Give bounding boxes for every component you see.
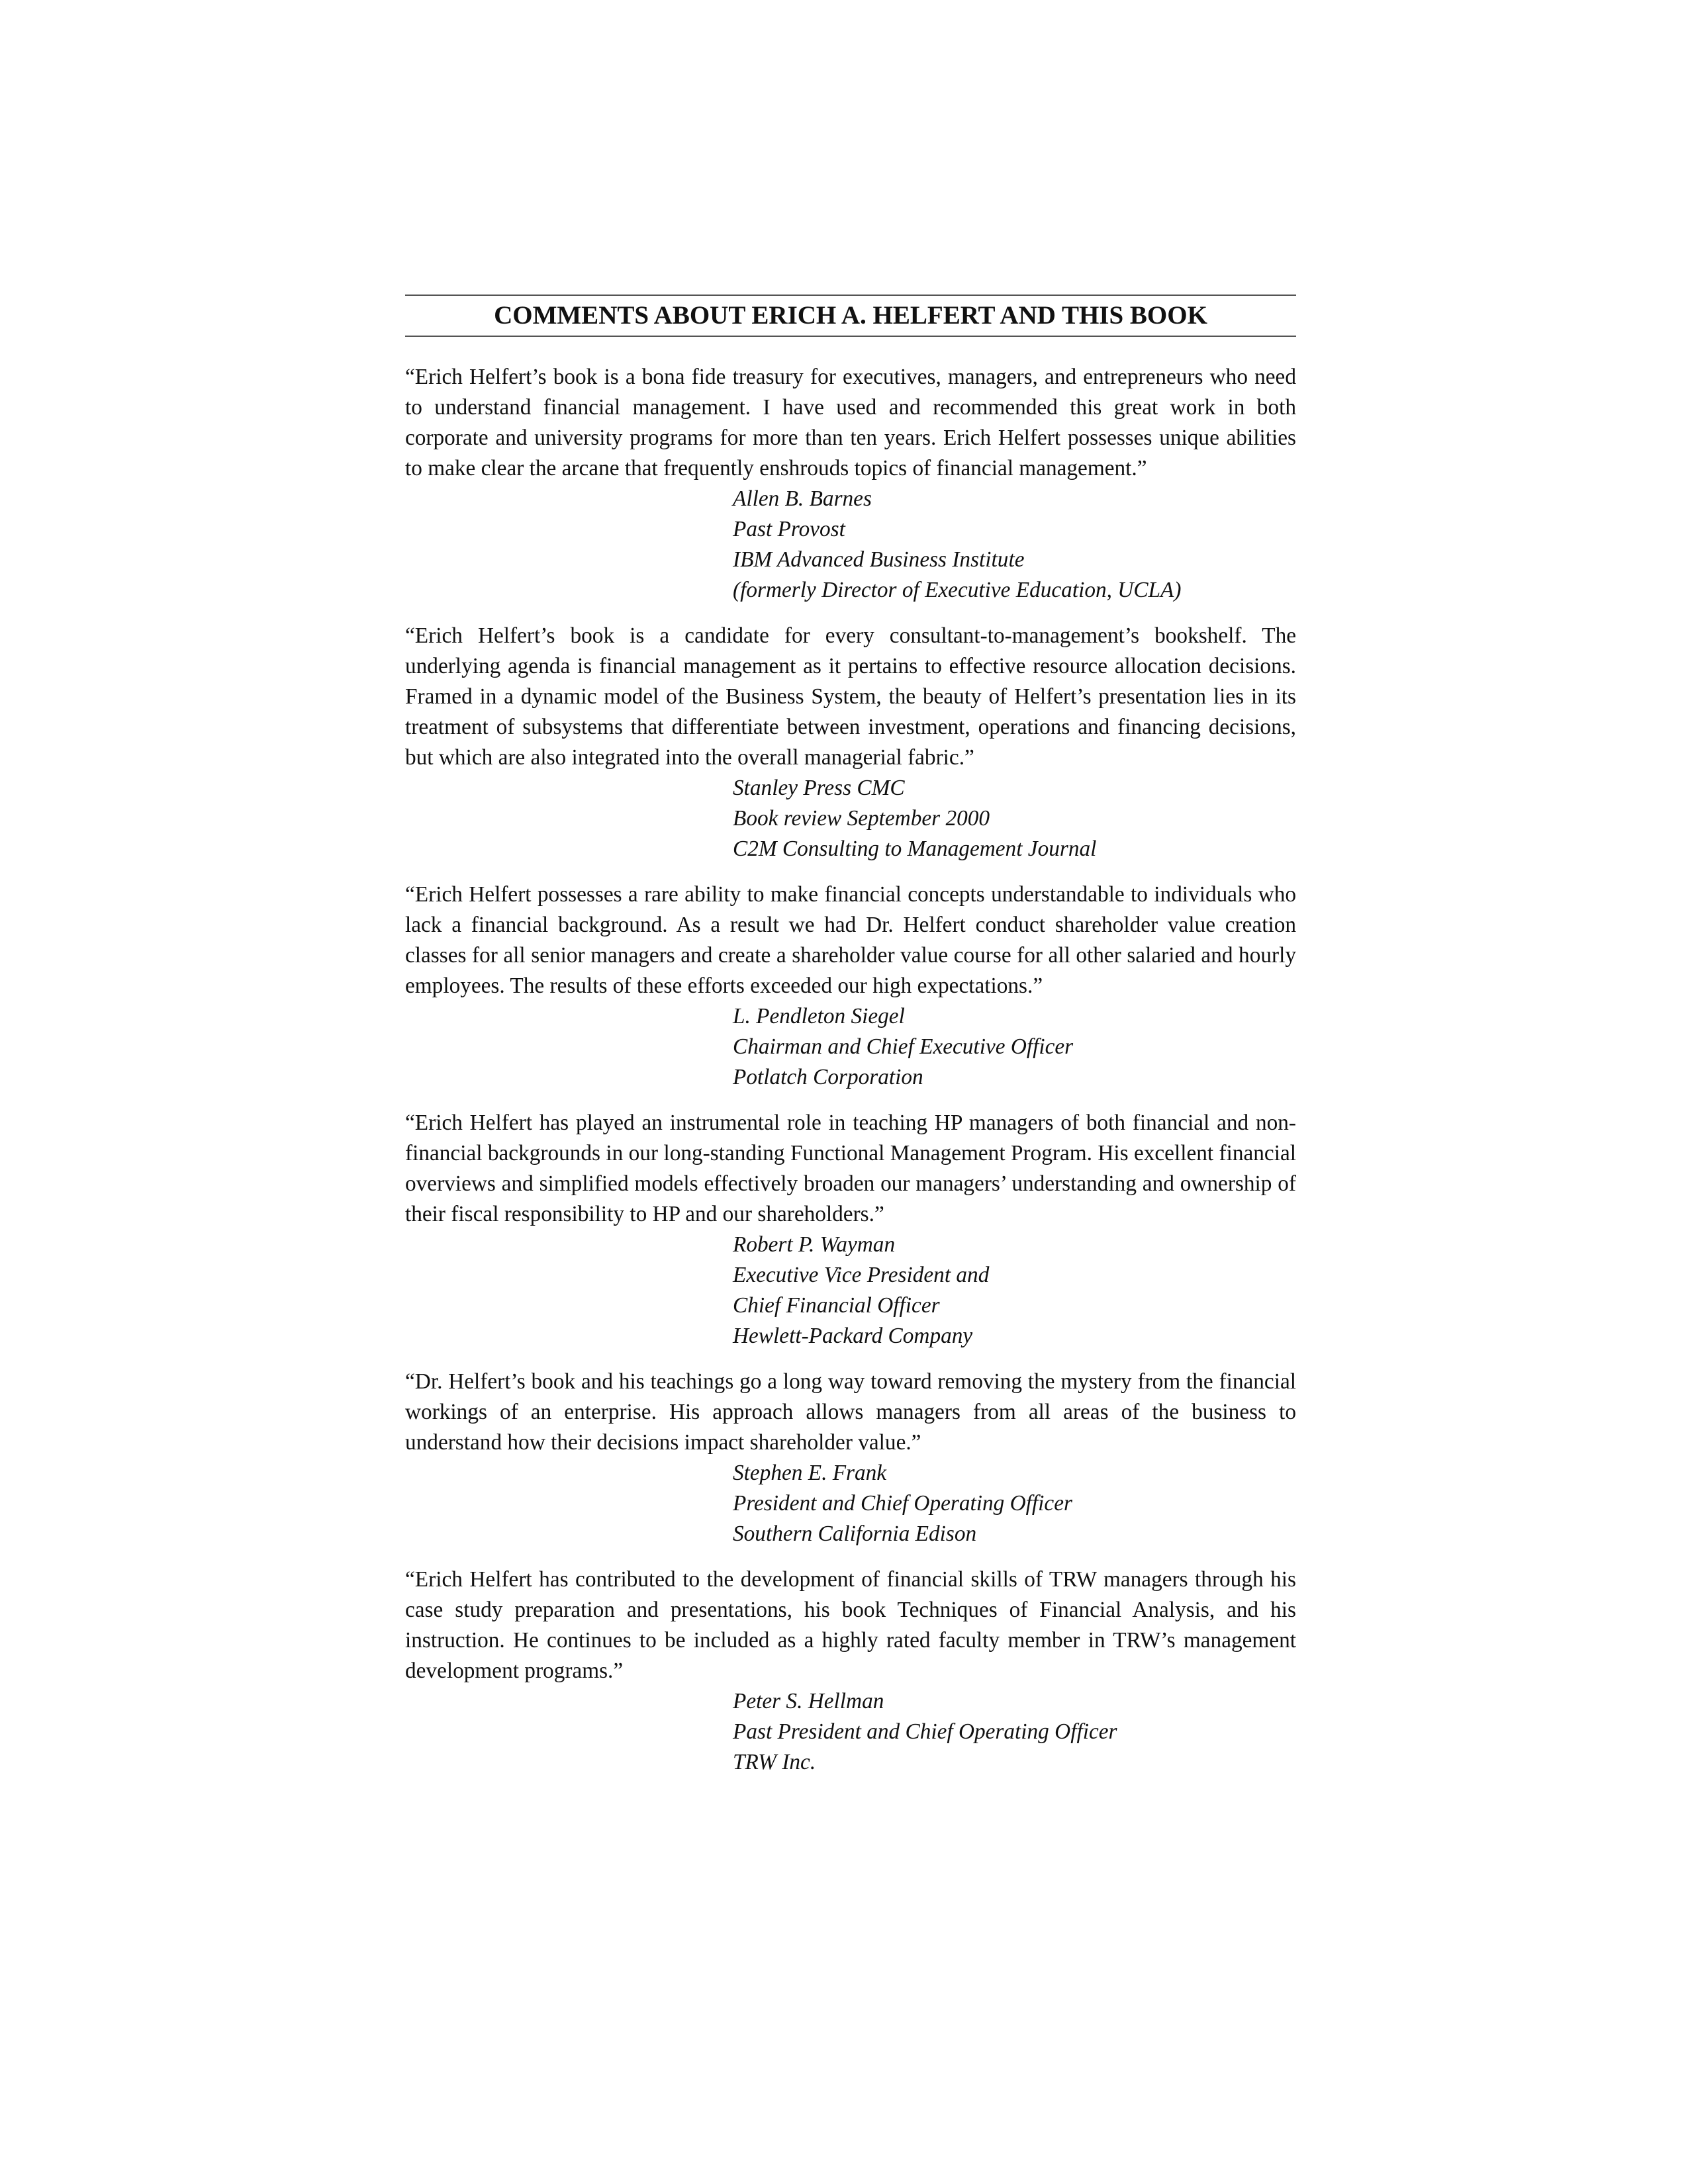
testimonial-quote: “Erich Helfert has played an instrumental role in teaching HP managers of both financial and non-financial backgrounds in our long-standing Functional Management Program. His excellent financial overviews and simplified models effectively broaden our managers’ understanding and ownership of their fiscal responsibility to HP and our shareholders.” [405,1111,1296,1226]
attribution-line: Allen B. Barnes [733,486,872,511]
testimonial-quote: “Erich Helfert’s book is a bona fide treasury for executives, managers, and entrepreneurs who need to understand financial management. I have used and recommended this great work in both corporate and university programs for more than ten years. Erich Helfert possesses unique abilities to make clear the arcane that frequently enshrouds topics of financial management.” [405,365,1296,480]
attribution-line: Past Provost [733,517,845,541]
attribution-line: C2M Consulting to Management Journal [733,837,1097,861]
heading-bottom-rule [405,336,1296,337]
attribution-line: Past President and Chief Operating Officer [733,1719,1117,1744]
testimonials-list [405,362,1296,1778]
testimonial-attribution [733,1458,1296,1549]
testimonial-attribution [733,1001,1296,1093]
attribution-line: Chief Financial Officer [733,1293,940,1318]
attribution-line: Executive Vice President and [733,1263,990,1287]
attribution-line: President and Chief Operating Officer [733,1491,1072,1516]
testimonial [405,1108,1296,1351]
attribution-line: Robert P. Wayman [733,1232,896,1257]
testimonial-attribution [733,1686,1296,1778]
attribution-line: Stanley Press CMC [733,776,905,800]
testimonial-attribution [733,1230,1296,1351]
attribution-line: Peter S. Hellman [733,1689,884,1713]
document-page [405,295,1296,1793]
testimonial [405,880,1296,1093]
attribution-line: IBM Advanced Business Institute [733,547,1025,572]
attribution-line: Chairman and Chief Executive Officer [733,1034,1074,1059]
testimonial [405,621,1296,864]
testimonial-quote: “Erich Helfert has contributed to the development of financial skills of TRW managers through his case study preparation and presentations, his book Techniques of Financial Analysis, and his instruction. He continues to be included as a highly rated faculty member in TRW’s management development programs.” [405,1567,1296,1683]
testimonial-attribution [733,484,1296,606]
attribution-line: (formerly Director of Executive Education, UCLA) [733,578,1182,602]
attribution-line: Book review September 2000 [733,806,990,831]
page-heading: COMMENTS ABOUT ERICH A. HELFERT AND THIS BOOK [494,301,1207,330]
testimonial-quote: “Erich Helfert possesses a rare ability to make financial concepts understandable to individuals who lack a financial background. As a result we had Dr. Helfert conduct shareholder value creation classes for all senior managers and create a shareholder value course for all other salaried and hourly employees. The results of these efforts exceeded our high expectations.” [405,882,1296,998]
testimonial-quote: “Dr. Helfert’s book and his teachings go a long way toward removing the mystery from the financial workings of an enterprise. His approach allows managers from all areas of the business to understand how their decisions impact shareholder value.” [405,1369,1296,1455]
testimonial-attribution [733,773,1296,864]
attribution-line: TRW Inc. [733,1750,816,1774]
testimonial [405,1565,1296,1778]
attribution-line: Hewlett-Packard Company [733,1324,973,1348]
testimonial-quote: “Erich Helfert’s book is a candidate for every consultant-to-management’s bookshelf. The underlying agenda is financial management as it pertains to effective resource allocation decisions. Framed in a dynamic model of the Business System, the beauty of Helfert’s presentation lies in its treatment of subsystems that differentiate between investment, operations and financing decisions, but which are also integrated into the overall managerial fabric.” [405,623,1296,770]
attribution-line: Potlatch Corporation [733,1065,923,1089]
testimonial [405,1367,1296,1549]
attribution-line: Stephen E. Frank [733,1461,887,1485]
attribution-line: L. Pendleton Siegel [733,1004,905,1028]
attribution-line: Southern California Edison [733,1522,977,1546]
testimonial [405,362,1296,606]
